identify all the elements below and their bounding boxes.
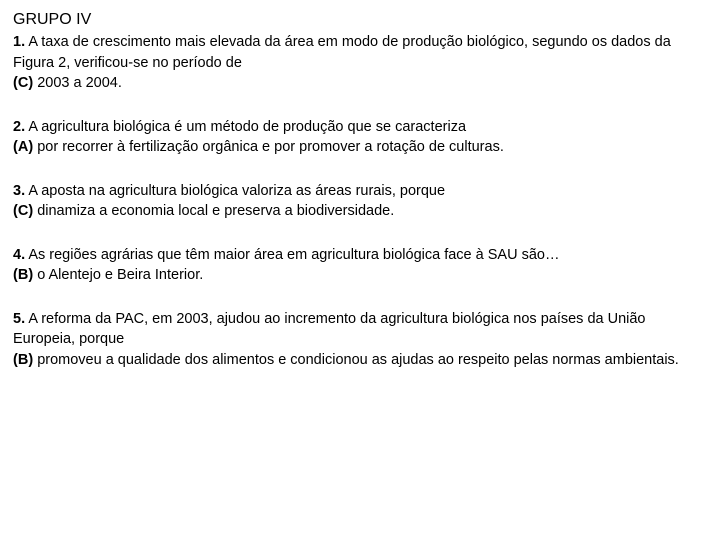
answer-text: por recorrer à fertilização orgânica e por promover a rotação de culturas. <box>37 139 504 155</box>
answer-text: 2003 a 2004. <box>37 75 122 91</box>
question-statement: A agricultura biológica é um método de produção que se caracteriza <box>28 118 467 135</box>
question-number: 3. <box>13 182 26 199</box>
question-5 <box>13 309 703 371</box>
answer-text: dinamiza a economia local e preserva a biodiversidade. <box>37 203 395 219</box>
question-number: 4. <box>13 246 26 263</box>
answer-line: (C) dinamiza a economia local e preserva a biodiversidade. <box>13 203 395 219</box>
question-statement: A reforma da PAC, em 2003, ajudou ao incremento da agricultura biológica nos países da União Europeia, porque <box>13 310 646 347</box>
answer-letter: B <box>17 351 29 368</box>
question-number: 5. <box>13 310 26 327</box>
question-statement: A aposta na agricultura biológica valoriza as áreas rurais, porque <box>28 182 446 199</box>
question-text <box>13 32 703 73</box>
answer-line: (C) 2003 a 2004. <box>13 75 122 91</box>
question-number: 2. <box>13 118 26 135</box>
question-2 <box>13 117 703 158</box>
question-text <box>13 181 703 202</box>
question-number: 1. <box>13 34 26 50</box>
question-4 <box>13 245 703 286</box>
answer-line: (B) o Alentejo e Beira Interior. <box>13 267 204 283</box>
answer-letter: A <box>17 139 29 155</box>
question-3 <box>13 181 703 222</box>
slide-content <box>13 10 703 393</box>
answer-line: (B) promoveu a qualidade dos alimentos e condicionou as ajudas ao respeito pelas normas ambientais. <box>13 351 679 368</box>
answer-text: o Alentejo e Beira Interior. <box>37 267 204 283</box>
answer-letter: C <box>17 75 29 91</box>
answer-letter: B <box>17 267 29 283</box>
question-statement: A taxa de crescimento mais elevada da área em modo de produção biológico, segundo os dados da Figura 2, verificou-se no período de <box>13 34 671 71</box>
question-text <box>13 117 703 138</box>
question-1 <box>13 32 703 94</box>
answer-line: (A) por recorrer à fertilização orgânica e por promover a rotação de culturas. <box>13 139 504 155</box>
answer-letter: C <box>17 203 29 219</box>
answer-text: promoveu a qualidade dos alimentos e condicionou as ajudas ao respeito pelas normas ambientais. <box>37 351 679 368</box>
group-title: GRUPO IV <box>13 11 92 28</box>
question-text <box>13 309 703 350</box>
question-text <box>13 245 703 266</box>
question-statement: As regiões agrárias que têm maior área em agricultura biológica face à SAU são… <box>28 246 560 263</box>
